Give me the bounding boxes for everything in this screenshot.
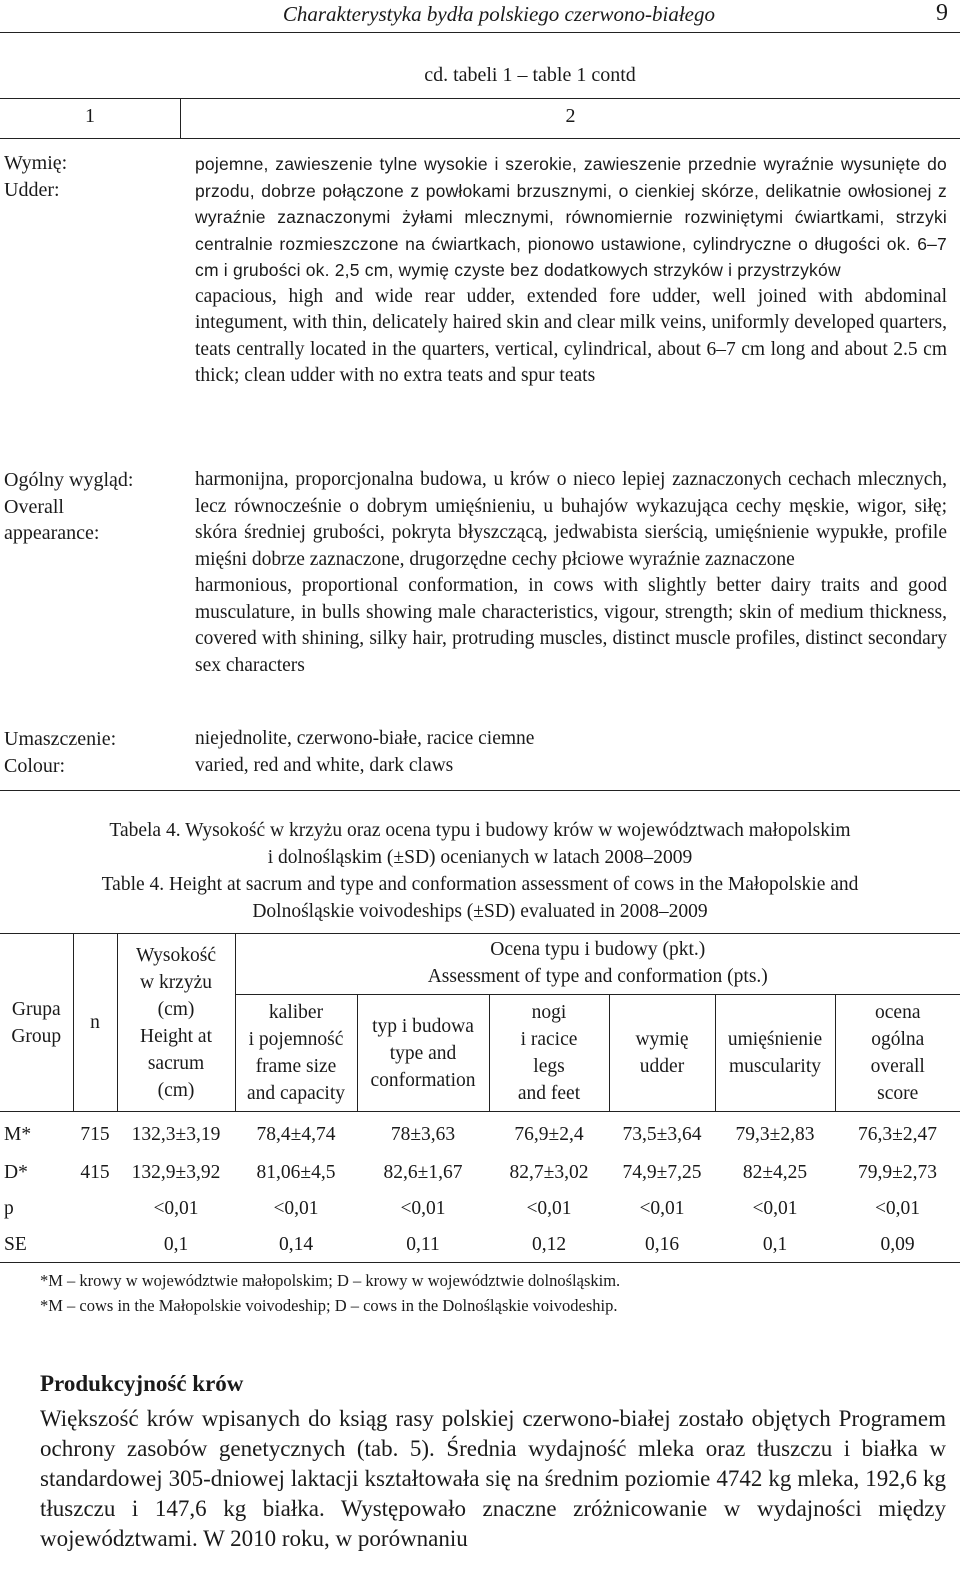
cell-overall: 0,09 [835,1226,960,1263]
cell-height: <0,01 [153,1197,199,1219]
table1-header-row [0,98,960,139]
cell-type: 0,11 [357,1226,489,1263]
cell-udder: <0,01 [639,1197,685,1219]
th-legs-l3: legs [533,1056,565,1077]
colour-label-pl: Umaszczenie: [4,728,117,750]
page-number: 9 [936,0,948,26]
cell-type: 82,6±1,67 [383,1161,463,1183]
cell-frame: 81,06±4,5 [256,1161,336,1183]
section-heading: Produkcyjność krów [40,1371,244,1396]
th-legs-l1: nogi [531,1002,567,1023]
th-group-en: Group [11,1025,62,1047]
overall-text-en: harmonious, proportional conformation, in cows with slightly better dairy traits and good musculature, in bulls showing male characteristics, vigour, strength; skin of medium thickness, covered with shining, silky hair, protruding muscles, distinct muscle profiles, distinct secondary sex characters [195,575,947,676]
cell-height: 132,3±3,19 [131,1123,221,1145]
table1-col1-header: 1 [85,105,95,127]
th-group [0,934,73,1112]
th-overall-l4: score [877,1083,919,1104]
header-title: Charakterystyka bydła polskiego czerwono-białego [282,2,715,26]
th-group-pl: Grupa [11,998,61,1020]
th-assessment-pl: Ocena typu i budowy (pkt.) [490,939,706,960]
th-udder-en: udder [639,1056,685,1077]
cell-muscularity: 82±4,25 [742,1161,808,1183]
cell-height: 0,1 [117,1226,235,1263]
cell-n: 715 [80,1123,110,1145]
overall-label-pl: Ogólny wygląd: [4,469,134,491]
cell-type: 78±3,63 [390,1123,456,1145]
table4-caption-pl-2: i dolnośląskim (±SD) ocenianych w latach 2008–2009 [267,847,693,868]
overall-label-en2: appearance: [4,522,100,544]
cell-udder: 74,9±7,25 [622,1161,702,1183]
colour-text-pl: niejednolite, czerwono-białe, racice ciemne [195,728,535,749]
th-assessment [235,934,960,995]
table1-col2-header: 2 [180,98,960,138]
table-row [0,1154,960,1190]
th-frame-l3: frame size [255,1056,337,1077]
cell-legs: 0,12 [489,1226,609,1263]
overall-text-pl: harmonijna, proporcjonalna budowa, u krów o nieco lepiej zaznaczonych cechach mlecznych, lecz równocześnie o dobrym umięśnieniu, u buhajów wykazująca cechy męskie, wigor, siłę; skóra średniej grubości, pokryta błyszczącą, jedwabista sierścią, umięśnienie wypukłe, profile mięśni dobrze zaznaczone, drugorzędne cechy płciowe wyraźnie zaznaczone [195,469,947,570]
table-row [0,1112,960,1155]
th-type-l1: typ i budowa [372,1015,474,1037]
th-n: n [73,934,117,1112]
table4-caption [0,817,960,925]
cell-legs: 76,9±2,4 [514,1123,584,1145]
cell-group: M* [4,1123,32,1145]
udder-label [4,150,67,203]
table4-caption-pl-1: Tabela 4. Wysokość w krzyżu oraz ocena typu i budowy krów w województwach małopolskim [109,820,851,841]
th-height-l4: Height at [139,1025,213,1047]
table1-contd-label: cd. tabeli 1 – table 1 contd [424,64,636,86]
udder-description [195,151,947,390]
cell-legs: <0,01 [526,1197,572,1219]
cell-frame: <0,01 [273,1197,319,1219]
colour-text-en: varied, red and white, dark claws [195,754,454,776]
table4 [0,933,960,1263]
table-row [0,1190,960,1226]
cell-frame: 0,14 [235,1226,357,1263]
cell-type: <0,01 [400,1197,446,1219]
th-frame [235,995,357,1112]
table4-footnotes [40,1268,620,1318]
th-height-l2: w krzyżu [139,971,212,993]
section-body: Większość krów wpisanych do ksiąg rasy polskiej czerwono-białej zostało objętych Programem ochrony zasobów genetycznych (tab. 5). Średnia wydajność mleka oraz tłuszczu i białka w standardowej 305-dniowej laktacji kształtowała się na średnim poziomie 4742 kg mleka, 192,6 kg tłuszczu i 147,6 kg białka. Występowało znaczne zróżnicowanie w wydajności między województwami. W 2010 roku, w porównaniu [40,1406,946,1551]
cell-n [73,1226,117,1263]
cell-overall: <0,01 [874,1197,921,1219]
running-header [0,0,960,33]
cell-group: D* [4,1161,28,1183]
th-muscularity-pl: umięśnienie [727,1029,823,1050]
th-legs-l2: i racice [520,1029,578,1050]
th-overall [835,995,960,1112]
th-height-l5: sacrum [147,1052,205,1074]
footnote-en: *M – cows in the Małopolskie voivodeship; D – cows in the Dolnośląskie voivodeship. [40,1296,618,1315]
cell-udder: 73,5±3,64 [622,1123,702,1145]
udder-label-pl: Wymię: [4,152,68,174]
table-row [0,1226,960,1263]
cell-height: 132,9±3,92 [131,1161,221,1183]
th-overall-l3: overall [870,1056,925,1077]
th-height-l6: (cm) [157,1079,195,1101]
th-height [117,934,235,1112]
overall-label-en: Overall [4,495,64,518]
udder-text-en: capacious, high and wide rear udder, extended fore udder, well joined with abdominal integument, with thin, delicately haired skin and clear milk veins, uniformly developed quarters, teats centrally located in the quarters, vertical, cylindrical, about 6–7 cm long and about 2.5 cm thick; clean udder with no extra teats and spur teats [195,285,947,386]
cell-overall: 79,9±2,73 [858,1161,937,1183]
th-assessment-en: Assessment of type and conformation (pts.) [427,966,768,987]
table1-bottom-rule [0,790,960,791]
udder-text-pl: pojemne, zawieszenie tylne wysokie i szerokie, zawieszenie przednie wyraźnie wysunięte do przodu, dobrze połączone z powłokami brzusznymi, o cienkiej skórze, delikatnie owłosionej z wyraźnie zaznaczonymi żyłami mlecznymi, równomiernie rozwiniętymi ćwiartkami, strzyki centralnie rozmieszczone na ćwiartkach, pionowo ustawione, cylindryczne o długości ok. 6–7 cm i grubości ok. 2,5 cm, wymię czyste bez dodatkowych strzyków i przystrzyków [195,154,947,280]
cell-muscularity: <0,01 [752,1197,798,1219]
th-type-l3: conformation [370,1069,476,1091]
cell-group: SE [0,1226,73,1263]
overall-label [4,467,133,547]
cell-group: p [4,1197,14,1219]
colour-label [4,726,116,779]
th-muscularity-en: muscularity [728,1056,822,1077]
cell-udder: 0,16 [609,1226,715,1263]
overall-description [195,467,947,679]
th-legs [489,995,609,1112]
colour-description [195,726,947,779]
th-frame-l2: i pojemność [248,1029,344,1050]
th-type [357,995,489,1112]
colour-label-en: Colour: [4,754,66,777]
cell-muscularity: 0,1 [715,1226,835,1263]
th-type-l2: type and [389,1042,457,1064]
th-height-l1: Wysokość [135,944,217,966]
cell-n [73,1190,117,1226]
cell-frame: 78,4±4,74 [256,1123,336,1145]
table4-caption-en-1: Table 4. Height at sacrum and type and conformation assessment of cows in the Małopolskie and [101,874,859,895]
th-overall-l1: ocena [875,1002,921,1023]
th-muscularity [715,995,835,1112]
th-udder [609,995,715,1112]
udder-label-en: Udder: [4,178,60,201]
cell-muscularity: 79,3±2,83 [735,1123,815,1145]
th-legs-l4: and feet [517,1083,581,1104]
cell-n: 415 [80,1161,110,1183]
th-height-l3: (cm) [157,998,195,1020]
th-udder-pl: wymię [635,1029,689,1050]
th-frame-l4: and capacity [247,1083,345,1104]
cell-overall: 76,3±2,47 [858,1123,937,1145]
th-overall-l2: ogólna [871,1029,925,1050]
th-frame-l1: kaliber [268,1002,324,1023]
cell-legs: 82,7±3,02 [509,1161,589,1183]
table4-caption-en-2: Dolnośląskie voivodeships (±SD) evaluated in 2008–2009 [252,901,708,922]
footnote-pl: *M – krowy w województwie małopolskim; D – krowy w województwie dolnośląskim. [40,1271,621,1290]
